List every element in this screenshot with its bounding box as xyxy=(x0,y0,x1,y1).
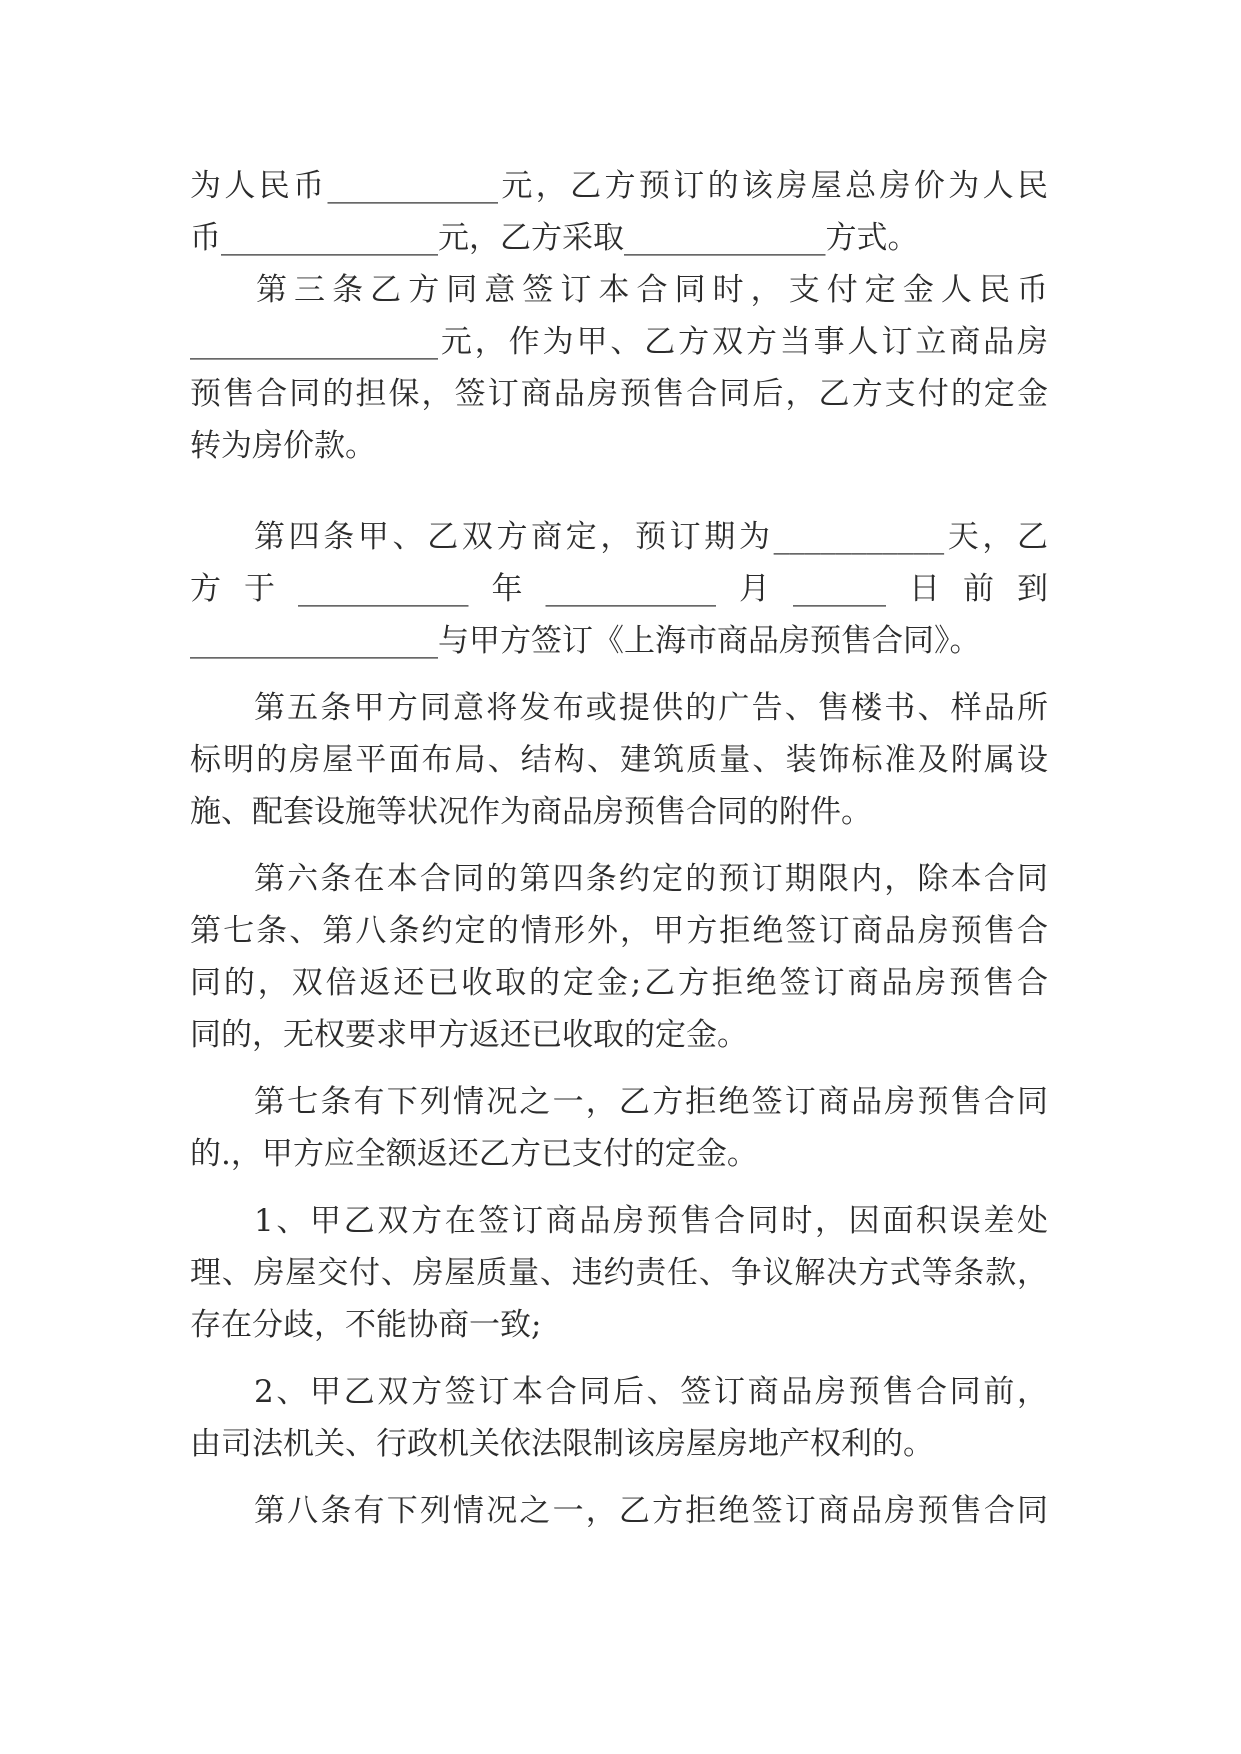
line-6: 转为房价款。 xyxy=(190,428,376,464)
text-line xyxy=(0,679,1241,737)
line-17: 第七条有下列情况之一，乙方拒绝签订商品房预售合同 xyxy=(254,1084,1048,1120)
text-line xyxy=(0,1244,1241,1302)
line-9: ________________与甲方签订《上海市商品房预售合同》。 xyxy=(190,623,981,659)
line-10: 第五条甲方同意将发布或提供的广告、售楼书、样品所 xyxy=(254,690,1048,726)
text-line xyxy=(0,1296,1241,1354)
line-3: 第三条乙方同意签订本合同时，支付定金人民币 xyxy=(256,272,1048,308)
line-22: 2、甲乙双方签订本合同后、签订商品房预售合同前， xyxy=(254,1374,1048,1410)
line-23: 由司法机关、行政机关依法限制该房屋房地产权利的。 xyxy=(190,1426,934,1462)
line-13: 第六条在本合同的第四条约定的预订期限内，除本合同 xyxy=(254,861,1048,897)
line-12: 施、配套设施等状况作为商品房预售合同的附件。 xyxy=(190,794,872,830)
text-line xyxy=(0,1415,1241,1473)
text-line xyxy=(0,612,1241,670)
text-line xyxy=(0,1073,1241,1131)
text-line xyxy=(0,902,1241,960)
line-14: 第七条、第八条约定的情形外，甲方拒绝签订商品房预售合 xyxy=(190,913,1048,949)
line-8: 方于___________年___________月______日前到 xyxy=(190,571,1048,607)
line-15: 同的，双倍返还已收取的定金;乙方拒绝签订商品房预售合 xyxy=(190,965,1048,1001)
text-line xyxy=(0,1482,1241,1540)
text-line xyxy=(0,508,1241,566)
line-19: 1、甲乙双方在签订商品房预售合同时，因面积误差处 xyxy=(254,1203,1048,1239)
text-line xyxy=(0,1363,1241,1421)
text-line xyxy=(0,261,1241,319)
line-16: 同的，无权要求甲方返还已收取的定金。 xyxy=(190,1017,748,1053)
line-2: 币______________元，乙方采取_____________方式。 xyxy=(190,220,919,256)
line-1: 为人民币___________元，乙方预订的该房屋总房价为人民 xyxy=(190,168,1048,204)
text-line xyxy=(0,560,1241,618)
line-4: ________________元，作为甲、乙方双方当事人订立商品房 xyxy=(190,324,1048,360)
text-line xyxy=(0,731,1241,789)
text-line xyxy=(0,1006,1241,1064)
line-7: 第四条甲、乙双方商定，预订期为___________天，乙 xyxy=(254,519,1048,555)
text-line xyxy=(0,157,1241,215)
text-line xyxy=(0,850,1241,908)
text-line xyxy=(0,209,1241,267)
line-11: 标明的房屋平面布局、结构、建筑质量、装饰标准及附属设 xyxy=(190,742,1048,778)
text-line xyxy=(0,1125,1241,1183)
text-line xyxy=(0,1192,1241,1250)
text-line xyxy=(0,417,1241,475)
line-24: 第八条有下列情况之一，乙方拒绝签订商品房预售合同 xyxy=(254,1493,1048,1529)
text-line xyxy=(0,783,1241,841)
text-line xyxy=(0,365,1241,423)
line-21: 存在分歧，不能协商一致; xyxy=(190,1307,542,1343)
text-line xyxy=(0,954,1241,1012)
line-20: 理、房屋交付、房屋质量、违约责任、争议解决方式等条款， xyxy=(190,1255,1048,1291)
text-line xyxy=(0,313,1241,371)
line-18: 的.，甲方应全额返还乙方已支付的定金。 xyxy=(190,1136,758,1172)
line-5: 预售合同的担保，签订商品房预售合同后，乙方支付的定金 xyxy=(190,376,1048,412)
